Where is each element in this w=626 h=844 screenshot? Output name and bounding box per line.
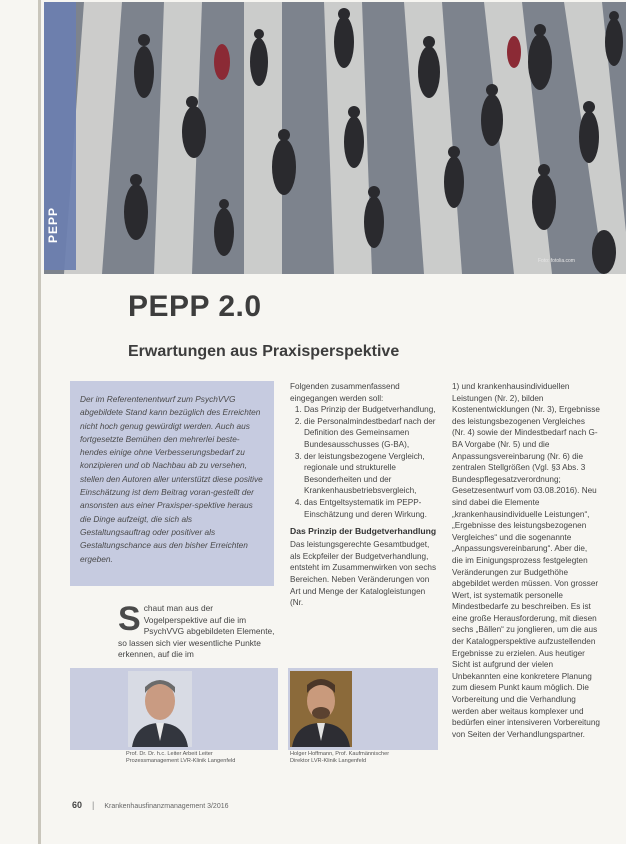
author-caption-2: Holger Hoffmann, Prof. Kaufmännischer Direktor LVR-Klinik Langenfeld: [290, 751, 390, 764]
topic-list: [290, 404, 438, 520]
footer-divider: |: [92, 800, 95, 810]
intro-text: Der im Referentenentwurf zum PsychVVG abgebildete Stand kann bezüglich des Erreichten nicht hoch genug gewürdigt werden. Auch aus fortgesetzte Bemühen den mehrerlei beste-hendes einige ohne Verbesserungsbedarf zu konzipieren und ob Nachbau ab zu versehen, stellen den Autoren aller unterstützt diese positive Einschätzung ist dem Beitrag voran-gestellt der ansonsten aus einer Praxisper-spektive heraus die Dinge aufzeigt, die sich als Gestaltungsauftrag oder positiver als Gestaltungschance aus den bisher Erreichten ergeben.: [80, 394, 263, 564]
middle-body: Das leistungsgerechte Gesamtbudget, als Eckpfeiler der Budgetverhandlung, entsteht im Zusammenwirken von sechs Bereichen. Neben Veränderungen von Art und Menge der Katalogleistungen (Nr.: [290, 540, 437, 608]
publication-name: Krankenhausfinanzmanagement 3/2016: [104, 803, 229, 810]
topic-item: 3. der leistungsbezogene Vergleich, regionale und strukturelle Besonderheiten und der Krankenhausbetriebsvergleich,: [304, 451, 438, 497]
right-body: 1) und krankenhausindividuellen Leistungen (Nr. 2), bilden Kostenentwicklungen (Nr. 3), Ergebnisse des leistungsbezogenen Vergleiches (Nr. 4) sowie der Mindestbedarf nach G-BA Vorgabe (Nr. 5) und die Anpassungsvereinbarung (Nr. 6) die zentralen Stellgrößen (Vgl. §3 Abs. 3 Bundespflegesatzverordnung; Gesetzesentwurf vom 03.08.2016). Neu sind dabei die Elemente „krankenhausindividuelle Leistungen“, „Ergebnisse des leistungsbezogenen Vergleiches“ und die sogenannte „Anpassungsvereinbarung“. Aber die, die im Einigungsprozess festgelegten Veränderungen zur Budgethöhe abgebildet werden müssen. Von grosser Wert, ist systematik personelle Mindestbedarfe zu beschreiben. Es ist eine große Herausforderung, mit diesen sechs „Bällen“ zu jonglieren, um die aus der Katalogperspektive aufzustellenden Ergebnisse zu erzielen. Aus heutiger Sicht ist aufgrund der vielen Unbekannten eine konkretere Planung zum diesem Punkt kaum möglich. Die Vorbereitung und die Verhandlung werden aber weitaus komplexer und bedürfen einer intensiveren Vorbereitung von Seiten der Verhandlungspartner.: [452, 382, 600, 739]
page-footer: [72, 800, 229, 810]
lead-text: chaut man aus der Vogelperspektive auf die im PsychVVG abgebildeten Elemente, so lassen sich vier wesentliche Punkte erkennen, auf die im: [118, 603, 275, 660]
topic-item: 2. die Personalmindestbedarf nach der Definition des Gemeinsamen Bundesausschusses (G-BA),: [304, 416, 438, 451]
drop-cap: S: [118, 600, 141, 638]
author-portrait-1: [128, 671, 192, 747]
lead-paragraph: [118, 600, 278, 661]
author-portrait-2: [290, 671, 352, 747]
column-middle: [290, 381, 438, 609]
article-title: PEPP 2.0: [128, 290, 262, 323]
crosswalk-photo: [44, 2, 626, 274]
topic-item: 1. Das Prinzip der Budgetverhandlung,: [304, 404, 438, 416]
topic-item: 4. das Entgeltsystematik im PEPP-Einschätzung und deren Wirkung.: [304, 497, 438, 520]
photo-credit: Foto: fotolia.com: [538, 258, 575, 264]
hero-photo: [44, 2, 626, 274]
section-heading: Das Prinzip der Budgetverhandlung: [290, 526, 437, 537]
column-right: [452, 381, 600, 740]
page-number: 60: [72, 800, 83, 810]
middle-intro: Folgenden zusammenfassend eingegangen werden soll:: [290, 382, 400, 403]
page-edge: [38, 0, 41, 844]
article-subtitle: Erwartungen aus Praxisperspektive: [128, 343, 400, 360]
section-tab-label: PEPP: [46, 207, 60, 244]
author-caption-1: Prof. Dr. Dr. h.c. Leiter Arbeit Leiter Prozessmanagement LVR-Klinik Langenfeld: [126, 751, 236, 764]
intro-box: [70, 381, 274, 586]
